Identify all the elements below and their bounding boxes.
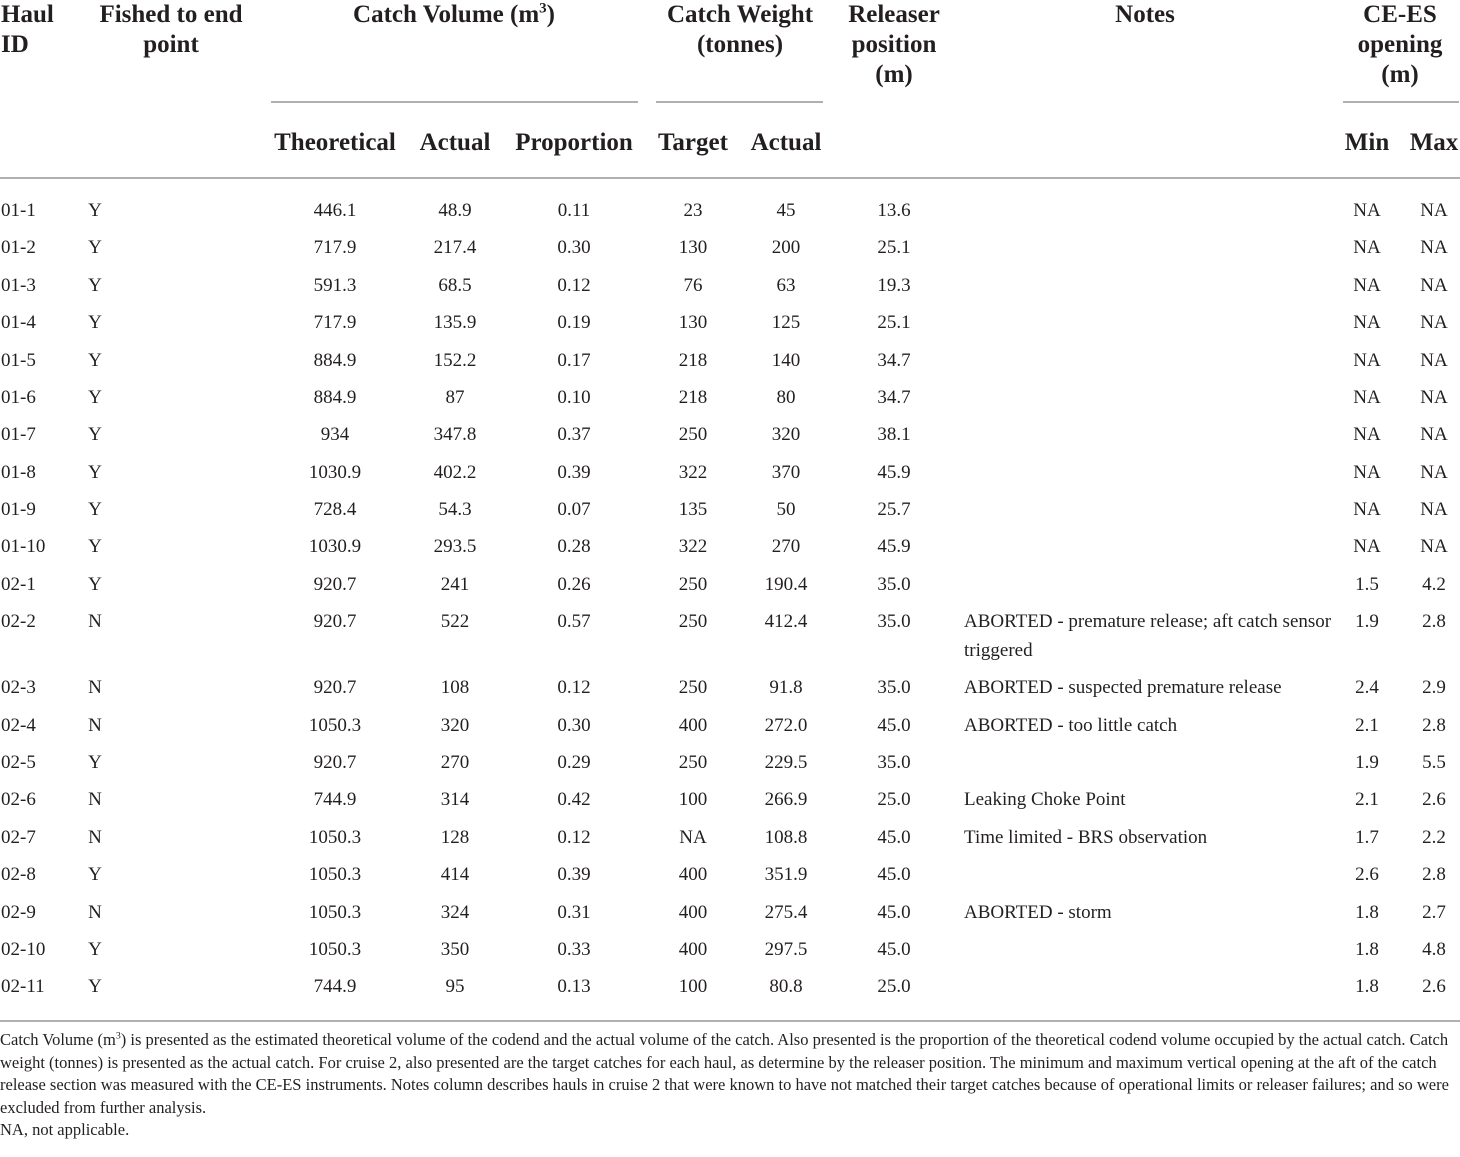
cell-min: 2.6 [1355, 864, 1379, 885]
cell-fished: Y [88, 387, 102, 408]
cell-min: 1.8 [1355, 902, 1379, 923]
cell-weight-actual: 229.5 [764, 752, 808, 773]
subheader-actual-weight: Actual [750, 129, 822, 156]
cell-fished: Y [88, 752, 102, 773]
cell-fished: Y [88, 499, 102, 520]
cell-notes: ABORTED - storm [964, 902, 1112, 923]
cell-proportion: 0.11 [557, 200, 591, 221]
cell-actual: 522 [440, 611, 470, 632]
cell-fished: N [88, 789, 102, 810]
cell-proportion: 0.07 [557, 499, 591, 520]
catch-weight-group-rule [656, 101, 823, 103]
header-catch-volume-sup: 3 [539, 0, 547, 17]
cell-target: 322 [678, 462, 708, 483]
cell-id: 01-1 [1, 200, 36, 221]
ce-es-group-rule [1343, 101, 1459, 103]
cell-releaser: 25.0 [877, 789, 911, 810]
cell-target: 322 [678, 536, 708, 557]
cell-weight-actual: 370 [771, 462, 801, 483]
cell-proportion: 0.29 [557, 752, 591, 773]
cell-target: 100 [678, 789, 708, 810]
cell-max: 2.8 [1422, 611, 1446, 632]
cell-min: 1.9 [1355, 752, 1379, 773]
cell-proportion: 0.12 [557, 677, 591, 698]
cell-id: 01-8 [1, 462, 36, 483]
cell-target: 250 [678, 677, 708, 698]
cell-proportion: 0.28 [557, 536, 591, 557]
cell-fished: Y [88, 237, 102, 258]
cell-weight-actual: 45 [776, 200, 796, 221]
cell-actual: 68.5 [438, 275, 472, 296]
cell-theoretical: 717.9 [313, 312, 357, 333]
cell-proportion: 0.10 [557, 387, 591, 408]
cell-fished: N [88, 715, 102, 736]
cell-max: 4.2 [1422, 574, 1446, 595]
cell-proportion: 0.57 [557, 611, 591, 632]
cell-max: NA [1420, 275, 1448, 296]
cell-weight-actual: 63 [776, 275, 796, 296]
cell-theoretical: 920.7 [313, 574, 357, 595]
cell-actual: 152.2 [433, 350, 477, 371]
cell-actual: 54.3 [438, 499, 472, 520]
cell-min: 1.5 [1355, 574, 1379, 595]
cell-releaser: 45.0 [877, 939, 911, 960]
footnote-description [0, 1029, 1460, 1119]
cell-fished: Y [88, 574, 102, 595]
cell-weight-actual: 80.8 [769, 976, 803, 997]
cell-theoretical: 1030.9 [308, 462, 362, 483]
cell-weight-actual: 140 [771, 350, 801, 371]
cell-fished: N [88, 902, 102, 923]
cell-theoretical: 591.3 [313, 275, 357, 296]
cell-proportion: 0.26 [557, 574, 591, 595]
cell-fished: Y [88, 536, 102, 557]
cell-min: 2.1 [1355, 789, 1379, 810]
table-footnote [0, 1029, 1460, 1142]
cell-proportion: 0.17 [557, 350, 591, 371]
cell-theoretical: 1030.9 [308, 536, 362, 557]
cell-weight-actual: 272.0 [764, 715, 808, 736]
cell-max: 4.8 [1422, 939, 1446, 960]
table-bottom-rule [0, 1020, 1460, 1022]
cell-id: 02-10 [1, 939, 46, 960]
cell-proportion: 0.13 [557, 976, 591, 997]
cell-id: 01-5 [1, 350, 36, 371]
cell-proportion: 0.30 [557, 715, 591, 736]
subheader-target: Target [658, 129, 728, 156]
cell-min: NA [1353, 462, 1381, 483]
cell-theoretical: 920.7 [313, 752, 357, 773]
cell-theoretical: 920.7 [313, 677, 357, 698]
footnote-sup: 3 [115, 1030, 121, 1042]
cell-theoretical: 744.9 [313, 789, 357, 810]
cell-max: NA [1420, 387, 1448, 408]
cell-min: 2.4 [1355, 677, 1379, 698]
cell-target: 23 [683, 200, 703, 221]
cell-weight-actual: 320 [771, 424, 801, 445]
cell-weight-actual: 270 [771, 536, 801, 557]
cell-theoretical: 1050.3 [308, 902, 362, 923]
footnote-na: NA, not applicable. [0, 1120, 130, 1140]
cell-fished: Y [88, 939, 102, 960]
cell-max: NA [1420, 237, 1448, 258]
header-releaser-text: Releaser position (m) [848, 1, 940, 88]
cell-target: 250 [678, 752, 708, 773]
cell-fished: Y [88, 275, 102, 296]
cell-min: 1.7 [1355, 827, 1379, 848]
cell-weight-actual: 351.9 [764, 864, 808, 885]
cell-max: 2.6 [1422, 976, 1446, 997]
cell-fished: Y [88, 200, 102, 221]
cell-min: NA [1353, 499, 1381, 520]
cell-max: 2.8 [1422, 715, 1446, 736]
cell-theoretical: 934 [320, 424, 350, 445]
cell-id: 02-7 [1, 827, 36, 848]
cell-theoretical: 1050.3 [308, 827, 362, 848]
cell-target: 400 [678, 939, 708, 960]
header-haul-id: Haul ID [1, 1, 54, 58]
cell-fished: Y [88, 350, 102, 371]
cell-weight-actual: 275.4 [764, 902, 808, 923]
cell-actual: 241 [440, 574, 470, 595]
cell-actual: 48.9 [438, 200, 472, 221]
cell-max: NA [1420, 424, 1448, 445]
cell-weight-actual: 190.4 [764, 574, 808, 595]
cell-notes: Leaking Choke Point [964, 789, 1126, 810]
cell-notes: Time limited - BRS observation [964, 827, 1208, 848]
cell-id: 01-6 [1, 387, 36, 408]
cell-fished: Y [88, 462, 102, 483]
cell-proportion: 0.37 [557, 424, 591, 445]
cell-actual: 217.4 [433, 237, 477, 258]
cell-id: 01-10 [1, 536, 46, 557]
header-catch-weight [650, 0, 830, 60]
cell-actual: 402.2 [433, 462, 477, 483]
cell-theoretical: 717.9 [313, 237, 357, 258]
cell-id: 02-6 [1, 789, 36, 810]
cell-theoretical: 1050.3 [308, 864, 362, 885]
cell-notes: ABORTED - suspected premature release [964, 677, 1282, 698]
cell-proportion: 0.33 [557, 939, 591, 960]
cell-id: 02-11 [1, 976, 45, 997]
cell-proportion: 0.42 [557, 789, 591, 810]
cell-actual: 324 [440, 902, 470, 923]
cell-max: 2.7 [1422, 902, 1446, 923]
cell-notes: ABORTED - too little catch [964, 715, 1178, 736]
cell-actual: 314 [440, 789, 470, 810]
cell-target: 218 [678, 350, 708, 371]
header-releaser-position [836, 0, 952, 90]
cell-min: NA [1353, 275, 1381, 296]
cell-min: NA [1353, 200, 1381, 221]
cell-proportion: 0.39 [557, 864, 591, 885]
cell-id: 01-9 [1, 499, 36, 520]
cell-fished: N [88, 611, 102, 632]
cell-weight-actual: 200 [771, 237, 801, 258]
cell-fished: Y [88, 312, 102, 333]
footnote-part2: ) is presented as the estimated theoretical volume of the codend and the actual volume of the catch. Also presented is the proportion of the theoretical codend volume occupied by the actual catch. Catch weight (tonnes) is presented as the actual catch. For cruise 2, also presented are the target catches for each haul, as determine by the releaser position. The minimum and maximum vertical opening at the aft of the catch release section was measured with the CE-ES instruments. Notes column describes hauls in cruise 2 that were known to have not matched their target catches because of operational limits or releaser failures; and so were excluded from further analysis. [0, 1030, 1449, 1117]
cell-max: NA [1420, 312, 1448, 333]
cell-target: 76 [683, 275, 703, 296]
cell-max: 2.8 [1422, 864, 1446, 885]
cell-max: NA [1420, 350, 1448, 371]
cell-weight-actual: 412.4 [764, 611, 808, 632]
cell-max: NA [1420, 536, 1448, 557]
cell-proportion: 0.39 [557, 462, 591, 483]
header-fished-to-end-point [78, 0, 264, 60]
cell-min: NA [1353, 312, 1381, 333]
cell-id: 02-3 [1, 677, 36, 698]
header-notes [964, 0, 1326, 30]
cell-actual: 350 [440, 939, 470, 960]
cell-releaser: 45.0 [877, 827, 911, 848]
cell-proportion: 0.30 [557, 237, 591, 258]
cell-id: 01-4 [1, 312, 36, 333]
cell-weight-actual: 125 [771, 312, 801, 333]
header-catch-volume [270, 0, 638, 30]
cell-releaser: 19.3 [877, 275, 911, 296]
cell-id: 01-3 [1, 275, 36, 296]
cell-actual: 87 [445, 387, 465, 408]
cell-weight-actual: 108.8 [764, 827, 808, 848]
cell-releaser: 35.0 [877, 752, 911, 773]
cell-theoretical: 884.9 [313, 387, 357, 408]
cell-target: 250 [678, 574, 708, 595]
cell-actual: 347.8 [433, 424, 477, 445]
cell-theoretical: 1050.3 [308, 715, 362, 736]
cell-actual: 135.9 [433, 312, 477, 333]
cell-proportion: 0.31 [557, 902, 591, 923]
cell-max: 5.5 [1422, 752, 1446, 773]
cell-id: 02-8 [1, 864, 36, 885]
cell-weight-actual: 80 [776, 387, 796, 408]
cell-max: NA [1420, 200, 1448, 221]
cell-min: NA [1353, 387, 1381, 408]
cell-releaser: 25.7 [877, 499, 911, 520]
subheader-actual-volume: Actual [419, 129, 491, 156]
cell-releaser: 25.1 [877, 237, 911, 258]
cell-min: NA [1353, 350, 1381, 371]
header-catch-volume-close: ) [546, 1, 555, 28]
cell-target: 400 [678, 715, 708, 736]
cell-min: NA [1353, 424, 1381, 445]
header-ce-es-opening [1336, 0, 1460, 90]
cell-releaser: 45.9 [877, 536, 911, 557]
cell-id: 01-7 [1, 424, 36, 445]
cell-weight-actual: 266.9 [764, 789, 808, 810]
cell-target: 135 [678, 499, 708, 520]
header-notes-text: Notes [1115, 1, 1175, 28]
cell-releaser: 45.0 [877, 864, 911, 885]
cell-proportion: 0.12 [557, 275, 591, 296]
header-catch-weight-text: Catch Weight (tonnes) [666, 1, 814, 58]
cell-releaser: 35.0 [877, 677, 911, 698]
cell-target: 250 [678, 424, 708, 445]
cell-min: NA [1353, 536, 1381, 557]
cell-notes: ABORTED - premature release; aft catch sensor triggered [964, 611, 1332, 661]
cell-proportion: 0.12 [557, 827, 591, 848]
cell-weight-actual: 297.5 [764, 939, 808, 960]
subheader-proportion: Proportion [515, 129, 633, 156]
cell-id: 02-4 [1, 715, 36, 736]
cell-releaser: 35.0 [877, 574, 911, 595]
cell-id: 02-2 [1, 611, 36, 632]
cell-target: NA [679, 827, 707, 848]
cell-id: 02-5 [1, 752, 36, 773]
cell-max: NA [1420, 499, 1448, 520]
cell-target: 250 [678, 611, 708, 632]
cell-releaser: 25.0 [877, 976, 911, 997]
header-fished-text: Fished to end point [99, 1, 243, 58]
cell-target: 130 [678, 312, 708, 333]
cell-actual: 270 [440, 752, 470, 773]
cell-min: 1.8 [1355, 976, 1379, 997]
cell-fished: N [88, 677, 102, 698]
cell-target: 400 [678, 902, 708, 923]
cell-releaser: 25.1 [877, 312, 911, 333]
cell-min: 2.1 [1355, 715, 1379, 736]
cell-releaser: 45.0 [877, 715, 911, 736]
subheader-theoretical: Theoretical [274, 129, 396, 156]
cell-fished: Y [88, 424, 102, 445]
cell-max: 2.9 [1422, 677, 1446, 698]
cell-min: NA [1353, 237, 1381, 258]
cell-theoretical: 446.1 [313, 200, 357, 221]
cell-target: 130 [678, 237, 708, 258]
cell-weight-actual: 91.8 [769, 677, 803, 698]
cell-weight-actual: 50 [776, 499, 796, 520]
cell-actual: 293.5 [433, 536, 477, 557]
cell-fished: Y [88, 976, 102, 997]
header-ce-es-text: CE-ES opening (m) [1357, 1, 1443, 88]
cell-proportion: 0.19 [557, 312, 591, 333]
subheader-min: Min [1344, 129, 1390, 156]
cell-min: 1.9 [1355, 611, 1379, 632]
cell-releaser: 38.1 [877, 424, 911, 445]
cell-actual: 414 [440, 864, 470, 885]
cell-id: 01-2 [1, 237, 36, 258]
catch-volume-group-rule [271, 101, 638, 103]
cell-target: 218 [678, 387, 708, 408]
cell-theoretical: 728.4 [313, 499, 357, 520]
footnote-part1: Catch Volume (m [0, 1030, 116, 1049]
cell-id: 02-1 [1, 574, 36, 595]
cell-theoretical: 1050.3 [308, 939, 362, 960]
cell-releaser: 45.0 [877, 902, 911, 923]
cell-max: NA [1420, 462, 1448, 483]
cell-target: 100 [678, 976, 708, 997]
cell-actual: 128 [440, 827, 470, 848]
cell-fished: N [88, 827, 102, 848]
cell-actual: 320 [440, 715, 470, 736]
cell-actual: 108 [440, 677, 470, 698]
cell-id: 02-9 [1, 902, 36, 923]
cell-max: 2.6 [1422, 789, 1446, 810]
cell-min: 1.8 [1355, 939, 1379, 960]
cell-theoretical: 744.9 [313, 976, 357, 997]
cell-releaser: 35.0 [877, 611, 911, 632]
cell-releaser: 45.9 [877, 462, 911, 483]
cell-theoretical: 884.9 [313, 350, 357, 371]
header-catch-volume-text: Catch Volume (m [353, 1, 540, 28]
cell-theoretical: 920.7 [313, 611, 357, 632]
cell-actual: 95 [445, 976, 465, 997]
cell-target: 400 [678, 864, 708, 885]
cell-releaser: 34.7 [877, 387, 911, 408]
subheader-max: Max [1409, 129, 1459, 156]
cell-releaser: 34.7 [877, 350, 911, 371]
cell-releaser: 13.6 [877, 200, 911, 221]
header-bottom-rule [0, 177, 1460, 179]
cell-fished: Y [88, 864, 102, 885]
cell-max: 2.2 [1422, 827, 1446, 848]
